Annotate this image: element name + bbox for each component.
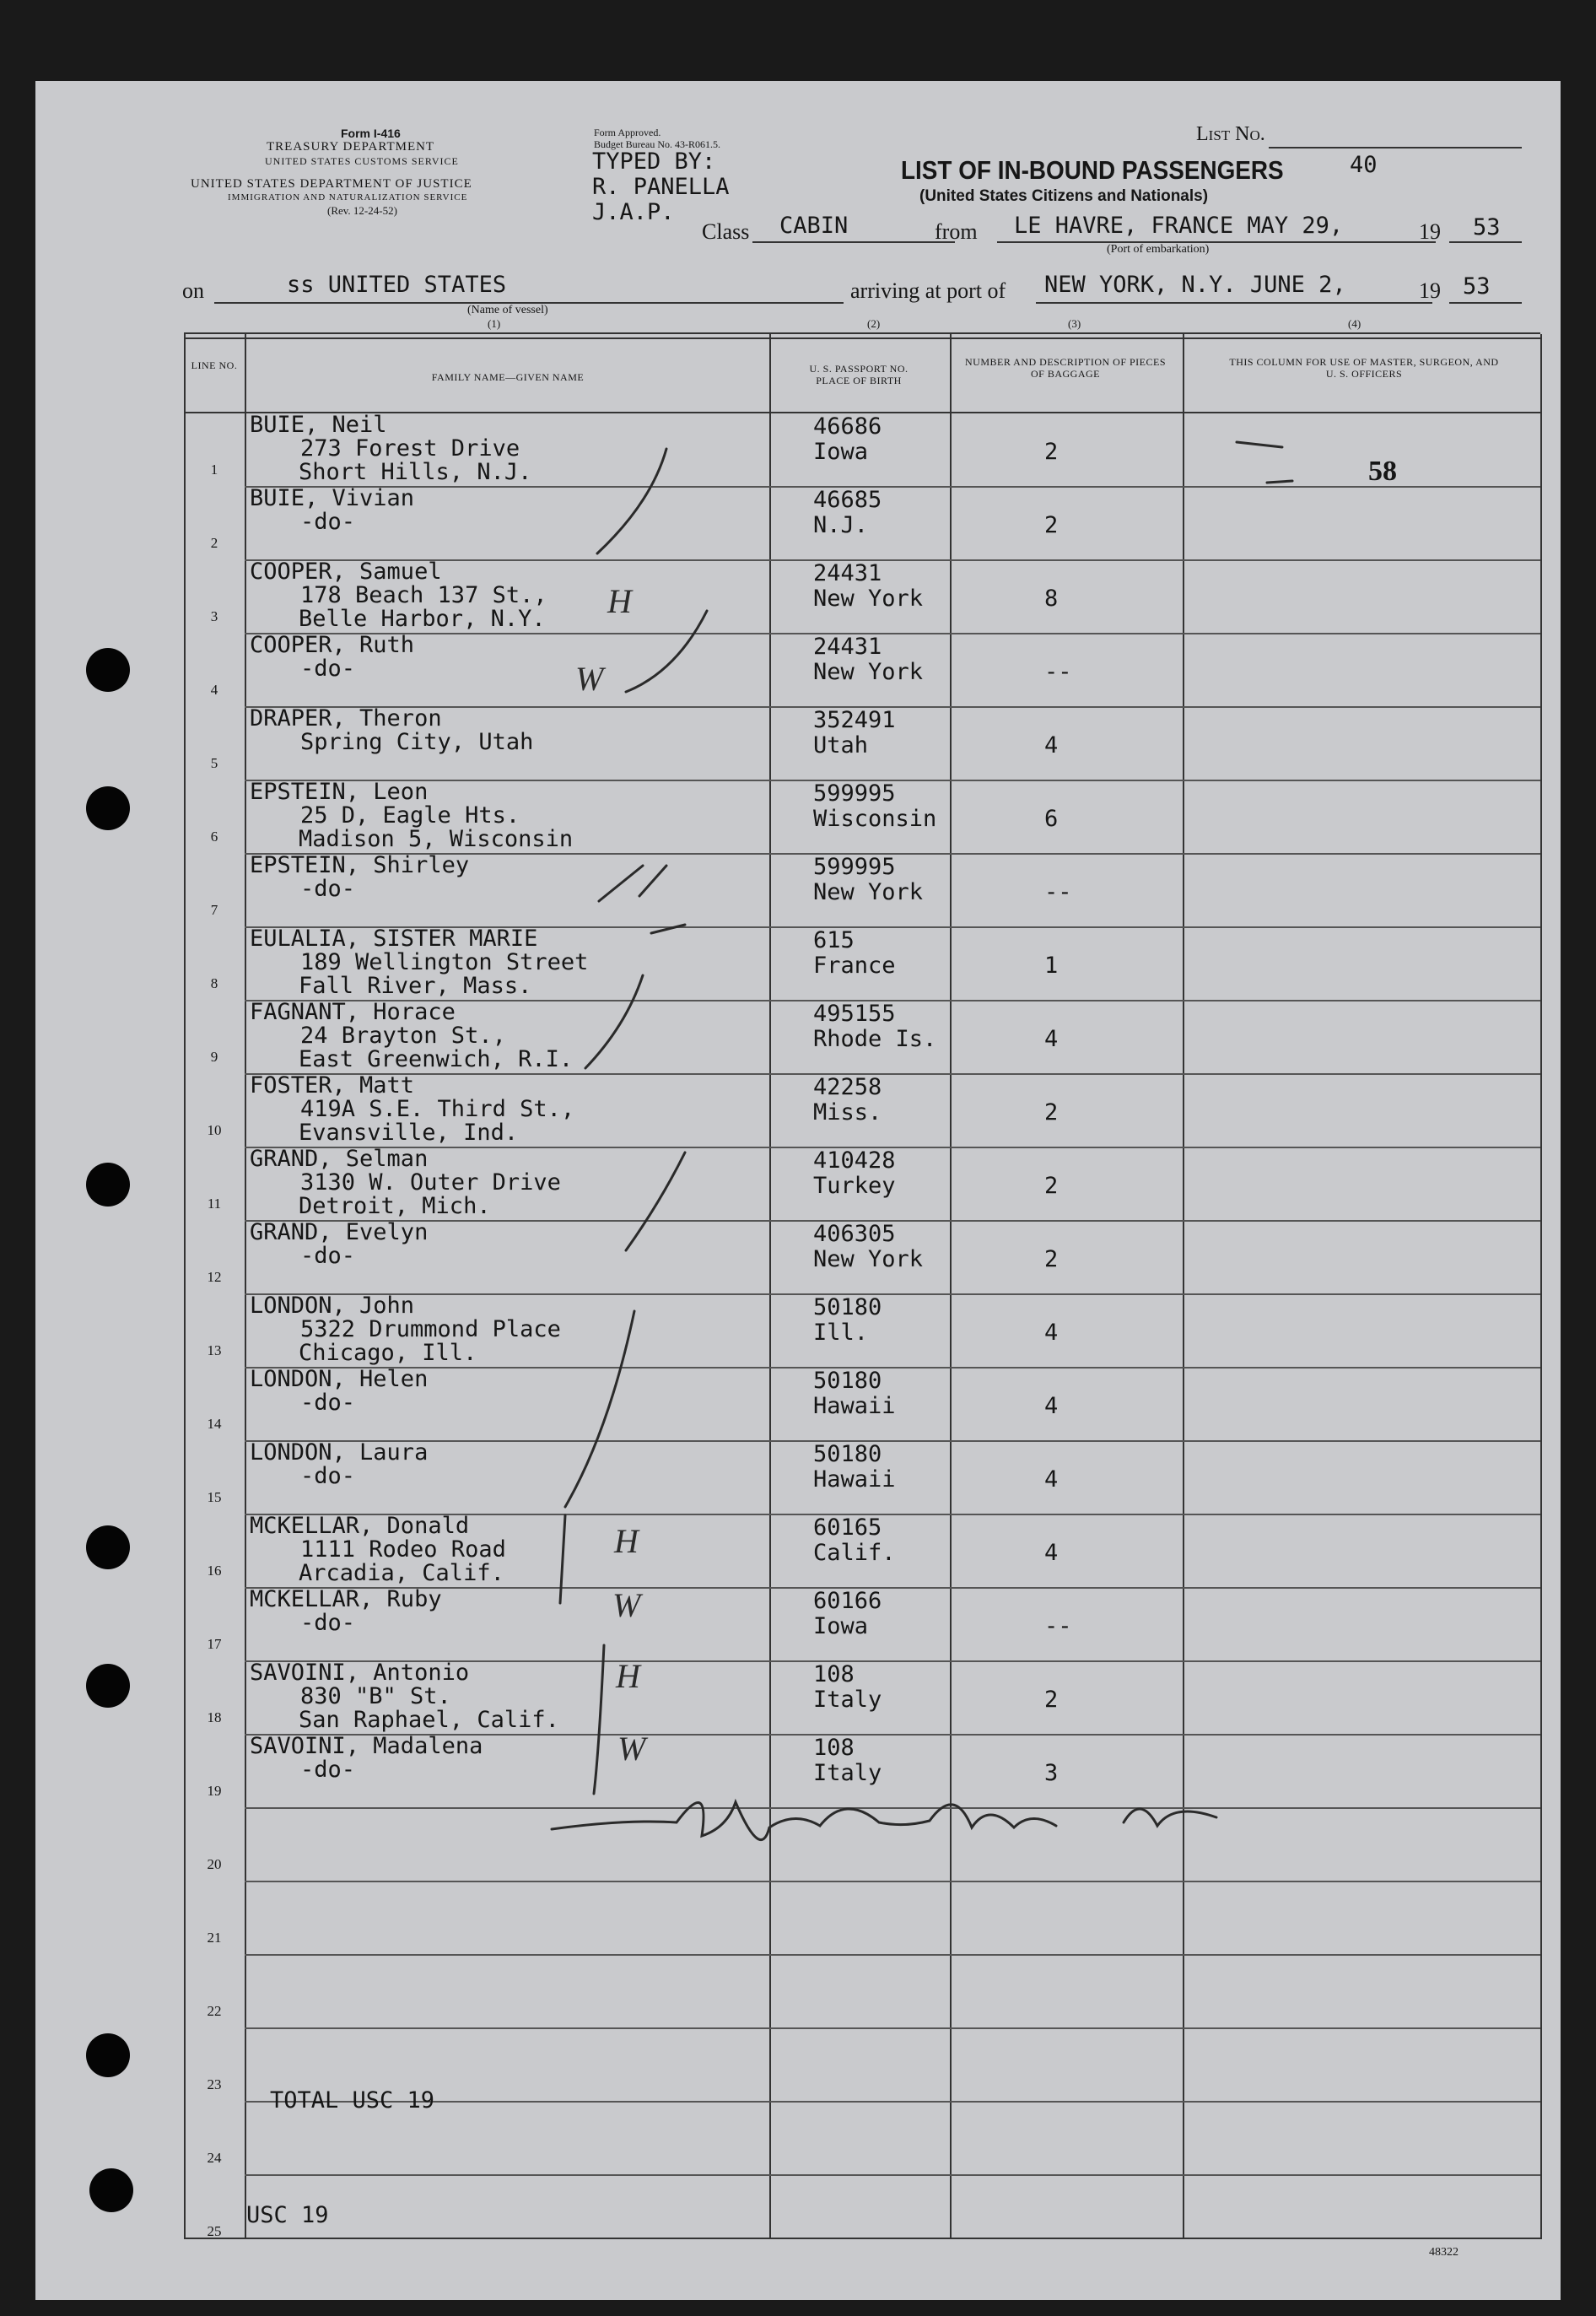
place-of-birth: Hawaii (813, 1466, 896, 1493)
line-number: 10 (207, 1122, 222, 1138)
passenger-name: COOPER, Samuel (250, 559, 442, 585)
class-value: CABIN (779, 213, 849, 239)
col-header-passport: U. S. PASSPORT NO. PLACE OF BIRTH (809, 363, 909, 386)
place-of-birth: N.J. (813, 512, 869, 538)
baggage-count: 4 (1044, 1466, 1059, 1493)
arrival-year: 53 (1463, 273, 1491, 300)
col-header-baggage: NUMBER AND DESCRIPTION OF PIECES OF BAGGAGE (964, 356, 1167, 380)
address-line-1: 5322 Drummond Place (300, 1316, 561, 1342)
col-header-officers: THIS COLUMN FOR USE OF MASTER, SURGEON, AND U. S. OFFICERS (1229, 356, 1499, 380)
passenger-name: SAVOINI, Antonio (250, 1660, 470, 1686)
address-line-2: Short Hills, N.J. (299, 459, 532, 485)
baggage-count: 4 (1044, 1393, 1059, 1419)
port-of-embarkation: LE HAVRE, FRANCE MAY 29, (1014, 213, 1344, 239)
place-of-birth: Rhode Is. (813, 1026, 937, 1052)
passenger-name: COOPER, Ruth (250, 632, 415, 658)
passport-number: 50180 (813, 1368, 882, 1394)
address-line-1: 3130 W. Outer Drive (300, 1169, 561, 1196)
line-number: 11 (207, 1196, 222, 1212)
place-of-birth: New York (813, 586, 924, 612)
address-line-1: -do- (300, 656, 356, 682)
address-line-2: Detroit, Mich. (299, 1193, 491, 1219)
baggage-count: 8 (1044, 586, 1059, 612)
baggage-count: 2 (1044, 1099, 1059, 1126)
line-number: 22 (207, 2003, 222, 2019)
place-of-birth: Iowa (813, 1613, 869, 1639)
place-of-birth: Italy (813, 1760, 882, 1786)
address-line-1: -do- (300, 509, 356, 535)
baggage-count: 2 (1044, 1173, 1059, 1199)
passport-number: 352491 (813, 707, 896, 733)
place-of-birth: Turkey (813, 1173, 896, 1199)
customs-service: UNITED STATES CUSTOMS SERVICE (265, 155, 459, 167)
passenger-name: EULALIA, SISTER MARIE (250, 926, 538, 952)
embarkation-caption: (Port of embarkation) (1107, 243, 1210, 256)
baggage-count: 1 (1044, 953, 1059, 979)
hw-h-2: H (614, 1522, 639, 1560)
place-of-birth: Ill. (813, 1320, 869, 1346)
line-number: 3 (210, 608, 218, 624)
passport-number: 108 (813, 1735, 855, 1761)
place-of-birth: Hawaii (813, 1393, 896, 1419)
baggage-count: 2 (1044, 512, 1059, 538)
vessel-name: ss UNITED STATES (287, 272, 507, 298)
line-number: 9 (210, 1049, 218, 1065)
place-of-birth: Miss. (813, 1099, 882, 1126)
address-line-1: -do- (300, 876, 356, 902)
officer-mark: 58 (1368, 456, 1397, 487)
col-number-2: (2) (867, 317, 881, 330)
passport-number: 599995 (813, 780, 896, 807)
passport-number: 60165 (813, 1514, 882, 1541)
passport-number: 495155 (813, 1001, 896, 1027)
address-line-1: -do- (300, 1610, 356, 1636)
line-number: 24 (207, 2150, 222, 2166)
from-label: from (935, 219, 978, 244)
col-number-3: (3) (1068, 317, 1081, 330)
passenger-name: BUIE, Neil (250, 412, 387, 438)
col-header-line-no: LINE NO. (191, 359, 238, 371)
line-number: 13 (207, 1342, 222, 1358)
line-number: 2 (210, 535, 218, 551)
passport-number: 46686 (813, 413, 882, 440)
passport-number: 406305 (813, 1221, 896, 1247)
revision-date: (Rev. 12-24-52) (327, 204, 397, 217)
passport-number: 615 (813, 927, 855, 953)
typed-by-label: TYPED BY: (592, 148, 716, 175)
line-number: 20 (207, 1856, 222, 1872)
passenger-name: DRAPER, Theron (250, 705, 442, 732)
passenger-manifest-page (35, 81, 1561, 2300)
line-number: 6 (210, 829, 218, 845)
vessel-caption: (Name of vessel) (467, 304, 548, 316)
address-line-1: -do- (300, 1243, 356, 1269)
line-number: 7 (210, 902, 218, 918)
address-line-2: Evansville, Ind. (299, 1120, 519, 1146)
total-count: TOTAL USC 19 (270, 2087, 435, 2114)
baggage-count: -- (1044, 879, 1072, 905)
hw-w-3: W (617, 1730, 646, 1768)
passenger-name: LONDON, Helen (250, 1366, 429, 1392)
passport-number: 46685 (813, 487, 882, 513)
passenger-name: GRAND, Selman (250, 1146, 429, 1172)
baggage-count: 3 (1044, 1760, 1059, 1786)
line-number: 5 (210, 755, 218, 771)
baggage-count: 4 (1044, 1320, 1059, 1346)
usc-count: USC 19 (246, 2202, 329, 2228)
line-number: 19 (207, 1783, 222, 1799)
passenger-name: MCKELLAR, Ruby (250, 1586, 442, 1612)
address-line-2: Belle Harbor, N.Y. (299, 606, 546, 632)
line-number: 15 (207, 1489, 222, 1505)
line-number: 23 (207, 2076, 222, 2092)
place-of-birth: France (813, 953, 896, 979)
address-line-1: 830 "B" St. (300, 1683, 451, 1709)
passenger-name: EPSTEIN, Shirley (250, 852, 470, 878)
passenger-name: FAGNANT, Horace (250, 999, 456, 1025)
treasury-dept: TREASURY DEPARTMENT (267, 140, 435, 154)
baggage-count: 2 (1044, 1687, 1059, 1713)
justice-dept: UNITED STATES DEPARTMENT OF JUSTICE (191, 177, 472, 191)
on-label: on (182, 278, 204, 303)
address-line-2: Arcadia, Calif. (299, 1560, 504, 1586)
address-line-2: Chicago, Ill. (299, 1340, 477, 1366)
address-line-1: -do- (300, 1390, 356, 1416)
line-number: 17 (207, 1636, 222, 1652)
place-of-birth: Iowa (813, 439, 869, 465)
class-label: Class (702, 219, 750, 244)
year-prefix: 19 (1419, 219, 1441, 244)
form-subtitle: (United States Citizens and Nationals) (919, 187, 1209, 205)
typist-initials: J.A.P. (592, 199, 675, 225)
typist-name: R. PANELLA (592, 174, 730, 200)
line-number: 25 (207, 2223, 222, 2239)
col-number-4: (4) (1348, 317, 1361, 330)
passport-number: 24431 (813, 634, 882, 660)
baggage-count: -- (1044, 1613, 1072, 1639)
passport-number: 50180 (813, 1294, 882, 1320)
baggage-count: 2 (1044, 439, 1059, 465)
hw-w-2: W (612, 1586, 641, 1624)
address-line-2: East Greenwich, R.I. (299, 1046, 574, 1072)
passenger-name: EPSTEIN, Leon (250, 779, 429, 805)
baggage-count: 4 (1044, 1540, 1059, 1566)
baggage-count: 4 (1044, 1026, 1059, 1052)
baggage-count: 4 (1044, 732, 1059, 759)
passenger-name: SAVOINI, Madalena (250, 1733, 483, 1759)
passport-number: 24431 (813, 560, 882, 586)
place-of-birth: Italy (813, 1687, 882, 1713)
address-line-2: San Raphael, Calif. (299, 1707, 559, 1733)
address-line-1: 419A S.E. Third St., (300, 1096, 575, 1122)
passport-number: 42258 (813, 1074, 882, 1100)
passenger-name: MCKELLAR, Donald (250, 1513, 470, 1539)
passenger-name: LONDON, Laura (250, 1439, 429, 1466)
ins-label: IMMIGRATION AND NATURALIZATION SERVICE (228, 192, 468, 202)
line-number: 4 (210, 682, 218, 698)
arrival-port: NEW YORK, N.Y. JUNE 2, (1044, 272, 1346, 298)
col-header-name: FAMILY NAME—GIVEN NAME (431, 371, 585, 383)
place-of-birth: Wisconsin (813, 806, 937, 832)
list-no-label: List No. (1196, 123, 1265, 145)
line-number: 16 (207, 1563, 222, 1579)
passenger-name: LONDON, John (250, 1293, 415, 1319)
place-of-birth: New York (813, 1246, 924, 1272)
address-line-2: Fall River, Mass. (299, 973, 532, 999)
embark-year: 53 (1473, 214, 1501, 240)
passport-number: 50180 (813, 1441, 882, 1467)
address-line-1: 178 Beach 137 St., (300, 582, 547, 608)
hw-w-1: W (575, 660, 604, 698)
year-prefix: 19 (1419, 278, 1441, 303)
address-line-2: Madison 5, Wisconsin (299, 826, 574, 852)
line-number: 8 (210, 975, 218, 991)
address-line-1: Spring City, Utah (300, 729, 534, 755)
baggage-count: 6 (1044, 806, 1059, 832)
line-number: 14 (207, 1416, 222, 1432)
form-number: Form I-416 (341, 127, 401, 140)
passenger-name: BUIE, Vivian (250, 485, 415, 511)
line-number: 18 (207, 1709, 222, 1725)
place-of-birth: Calif. (813, 1540, 896, 1566)
line-number: 21 (207, 1930, 222, 1946)
address-line-1: 1111 Rodeo Road (300, 1536, 506, 1563)
address-line-1: -do- (300, 1757, 356, 1783)
hw-h-1: H (607, 582, 632, 620)
passport-number: 108 (813, 1661, 855, 1687)
arriving-label: arriving at port of (850, 278, 1006, 303)
place-of-birth: New York (813, 659, 924, 685)
hw-h-3: H (616, 1657, 640, 1695)
address-line-1: 24 Brayton St., (300, 1023, 506, 1049)
footer-code: 48322 (1429, 2246, 1459, 2259)
address-line-1: 189 Wellington Street (300, 949, 589, 975)
passport-number: 60166 (813, 1588, 882, 1614)
passport-number: 599995 (813, 854, 896, 880)
handwritten-annotations (35, 81, 1561, 2300)
address-line-1: 273 Forest Drive (300, 435, 520, 462)
passenger-name: GRAND, Evelyn (250, 1219, 429, 1245)
col-number-1: (1) (488, 317, 501, 330)
place-of-birth: New York (813, 879, 924, 905)
passenger-name: FOSTER, Matt (250, 1072, 415, 1099)
form-title: LIST OF IN-BOUND PASSENGERS (901, 155, 1284, 185)
line-number: 1 (210, 462, 218, 478)
baggage-count: -- (1044, 659, 1072, 685)
list-number: 40 (1350, 152, 1378, 178)
address-line-1: 25 D, Eagle Hts. (300, 802, 520, 829)
place-of-birth: Utah (813, 732, 869, 759)
baggage-count: 2 (1044, 1246, 1059, 1272)
budget-bureau: Budget Bureau No. 43-R061.5. (594, 138, 720, 150)
form-approved: Form Approved. (594, 127, 661, 138)
passport-number: 410428 (813, 1147, 896, 1174)
address-line-1: -do- (300, 1463, 356, 1489)
line-number: 12 (207, 1269, 222, 1285)
